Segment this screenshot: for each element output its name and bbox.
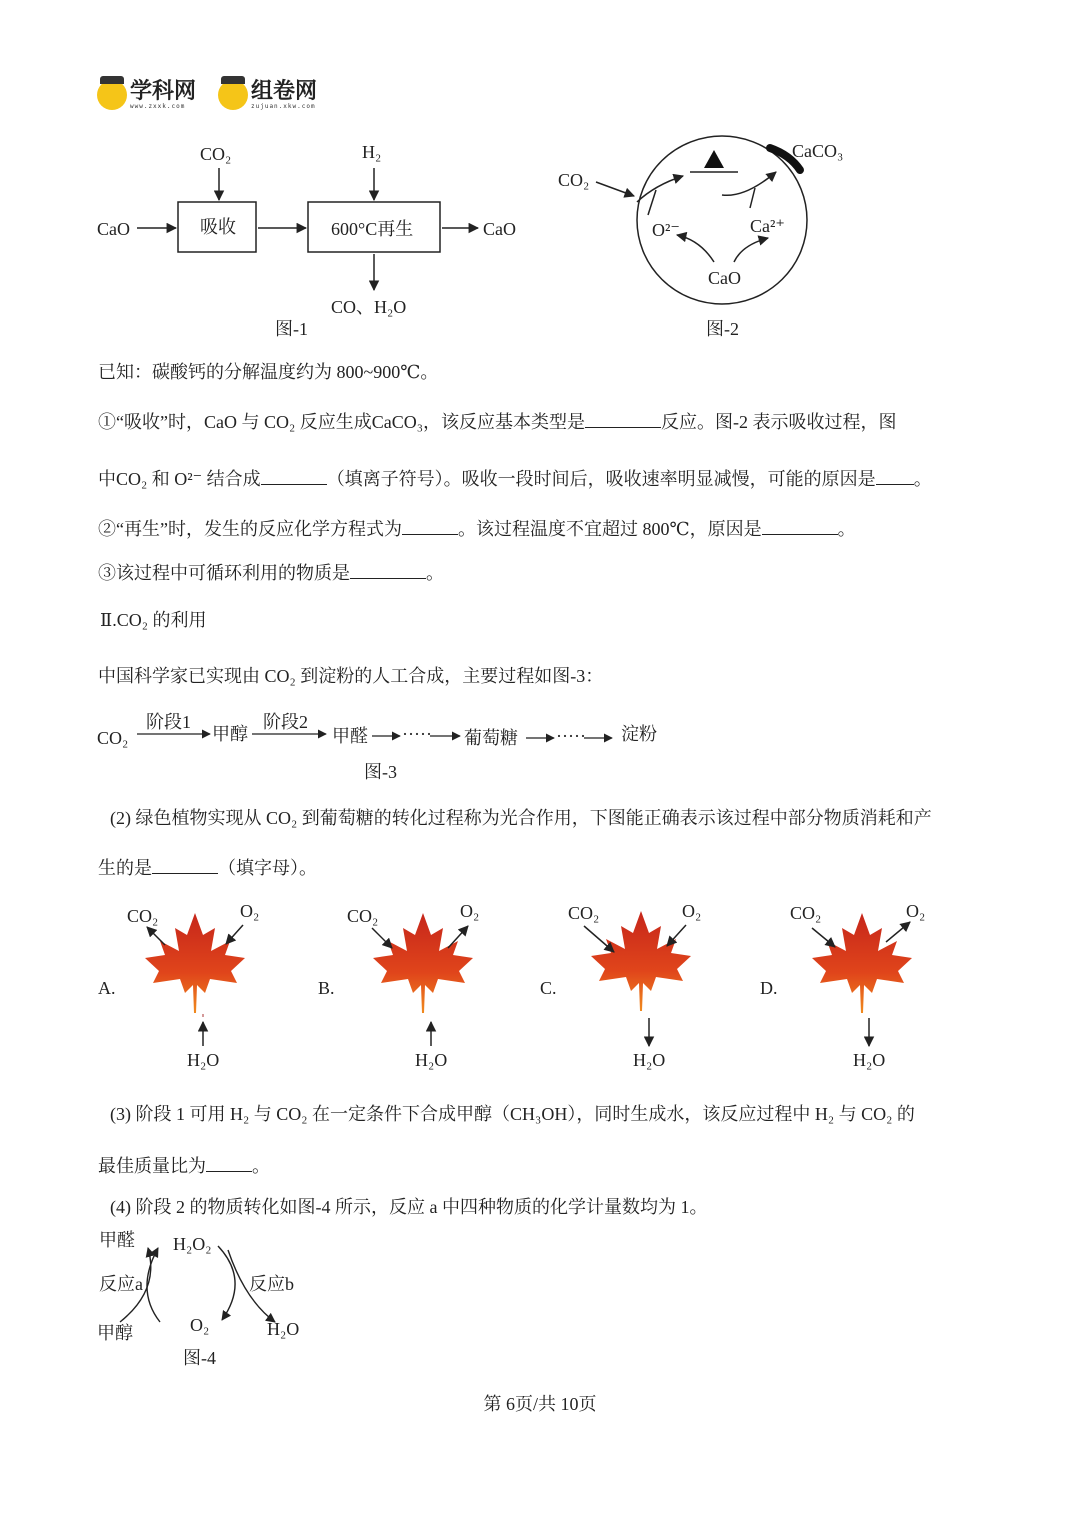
q1-text: ①“吸收”时，CaO 与 CO₂ 反应生成CaCO₃，该反应基本类型是 <box>98 412 586 432</box>
o2-label: O₂ <box>906 901 926 921</box>
fig4-caption: 图-4 <box>183 1348 216 1368</box>
answer-blank[interactable] <box>206 1153 252 1172</box>
h2o-label: H₂O <box>415 1050 448 1070</box>
option-d[interactable] <box>760 901 925 1070</box>
fig1-absorb-box: 吸收 <box>200 217 236 237</box>
q3-text: ③该过程中可循环利用的物质是 <box>98 563 350 583</box>
option-letter: C. <box>540 978 557 998</box>
o2-label: O₂ <box>682 901 702 921</box>
p3-text: 最佳质量比为 <box>98 1156 206 1176</box>
option-a[interactable] <box>98 901 259 1070</box>
q1-text: 中CO₂ 和 O²⁻ 结合成 <box>98 469 261 489</box>
answer-blank[interactable] <box>152 855 218 874</box>
answer-blank[interactable] <box>350 560 426 579</box>
option-b[interactable] <box>318 901 479 1070</box>
fig2-co2-label: CO₂ <box>558 170 590 190</box>
fig4-formaldehyde: 甲醛 <box>99 1230 135 1250</box>
co2-label: CO₂ <box>127 906 159 926</box>
figure-1 <box>137 168 478 290</box>
part-3-line-2 <box>98 1153 270 1178</box>
fig3-stage2: 阶段2 <box>263 712 308 732</box>
option-letter: A. <box>98 978 116 998</box>
part-2-line-1: (2) 绿色植物实现从 CO₂ 到葡萄糖的转化过程称为光合作用，下图能正确表示该过程中部分物质消耗和产 <box>110 808 932 828</box>
fig1-products: CO、H₂O <box>331 297 407 317</box>
question-1-line-1 <box>98 409 897 434</box>
answer-blank[interactable] <box>876 466 914 485</box>
fig4-methanol: 甲醇 <box>97 1323 133 1343</box>
fig1-caption: 图-1 <box>275 319 308 339</box>
o2-label: O₂ <box>460 901 480 921</box>
co2-label: CO₂ <box>568 903 600 923</box>
fig1-h2-label: H₂ <box>362 142 382 162</box>
heat-triangle-icon <box>704 150 724 168</box>
fig4-reaction-a: 反应a <box>99 1274 143 1294</box>
q2-text: 。该过程温度不宜超过 800℃，原因是 <box>457 519 762 539</box>
question-3 <box>98 560 444 585</box>
fig4-h2o: H₂O <box>267 1319 300 1339</box>
known-fact: 已知：碳酸钙的分解温度约为 800~900℃。 <box>98 362 439 382</box>
h2o-label: H₂O <box>187 1050 220 1070</box>
fig3-starch: 淀粉 <box>621 724 657 744</box>
part-2-line-2 <box>98 855 317 880</box>
fig1-co2-label: CO₂ <box>200 144 232 164</box>
figure-3-arrows <box>137 734 612 738</box>
q1-text: （填离子符号）。吸收一段时间后，吸收速率明显减慢，可能的原因是 <box>326 469 876 489</box>
fig1-cao-output: CaO <box>483 219 516 239</box>
fig3-methanol: 甲醇 <box>212 724 248 744</box>
logo-zujuan: 组卷网 zujuan.xkw.com <box>218 80 317 110</box>
fig3-dots: ····· <box>402 724 432 744</box>
fig2-ca2plus-label: Ca²⁺ <box>750 216 785 236</box>
q1-text: 反应。图-2 表示吸收过程，图 <box>661 412 897 432</box>
fig2-cao-label: CaO <box>708 268 741 288</box>
fig4-o2: O₂ <box>190 1315 210 1335</box>
option-letter: B. <box>318 978 335 998</box>
fig3-dots: ····· <box>556 726 586 746</box>
question-1-line-2 <box>98 466 932 491</box>
co2-label: CO₂ <box>790 903 822 923</box>
question-2 <box>98 516 856 541</box>
fig3-stage1: 阶段1 <box>146 712 191 732</box>
p2-text: 生的是 <box>98 858 152 878</box>
option-letter: D. <box>760 978 778 998</box>
fig3-co2: CO₂ <box>97 728 129 748</box>
q1-text: 。 <box>913 469 932 489</box>
h2o-label: H₂O <box>853 1050 886 1070</box>
answer-blank[interactable] <box>762 516 838 535</box>
fig2-caption: 图-2 <box>706 319 739 339</box>
fig2-o2minus-label: O²⁻ <box>652 220 680 240</box>
fig3-formaldehyde: 甲醛 <box>332 726 368 746</box>
co2-label: CO₂ <box>347 906 379 926</box>
fig4-h2o2: H₂O₂ <box>173 1234 212 1254</box>
fig3-caption: 图-3 <box>364 762 397 782</box>
p2-text: （填字母）。 <box>218 858 317 878</box>
p3-text: 。 <box>252 1156 270 1176</box>
q2-text: 。 <box>837 519 856 539</box>
fig2-caco3-label: CaCO₃ <box>792 141 844 161</box>
intro-paragraph: 中国科学家已实现由 CO₂ 到淀粉的人工合成，主要过程如图-3： <box>98 666 604 686</box>
page-footer: 第 6页/共 10页 <box>483 1394 597 1414</box>
answer-blank[interactable] <box>402 516 458 535</box>
logo-zxxk: 学科网 www.zxxk.com <box>97 80 196 110</box>
fig1-cao-input: CaO <box>97 219 130 239</box>
answer-blank[interactable] <box>585 409 661 428</box>
fig4-reaction-b: 反应b <box>249 1274 294 1294</box>
q3-text: 。 <box>426 563 444 583</box>
fig3-glucose: 葡萄糖 <box>464 728 518 748</box>
part-3-line-1: (3) 阶段 1 可用 H₂ 与 CO₂ 在一定条件下合成甲醇（CH₃OH），同时生成水，该反应过程中 H₂ 与 CO₂ 的 <box>110 1104 915 1124</box>
o2-label: O₂ <box>240 901 260 921</box>
q2-text: ②“再生”时，发生的反应化学方程式为 <box>98 519 402 539</box>
answer-blank[interactable] <box>261 466 327 485</box>
part-4: (4) 阶段 2 的物质转化如图-4 所示，反应 a 中四种物质的化学计量数均为 1。 <box>110 1197 708 1217</box>
fig1-regen-box: 600°C再生 <box>331 219 414 239</box>
option-c[interactable] <box>540 901 701 1070</box>
section-2-heading: Ⅱ.CO₂ 的利用 <box>100 610 207 630</box>
h2o-label: H₂O <box>633 1050 666 1070</box>
